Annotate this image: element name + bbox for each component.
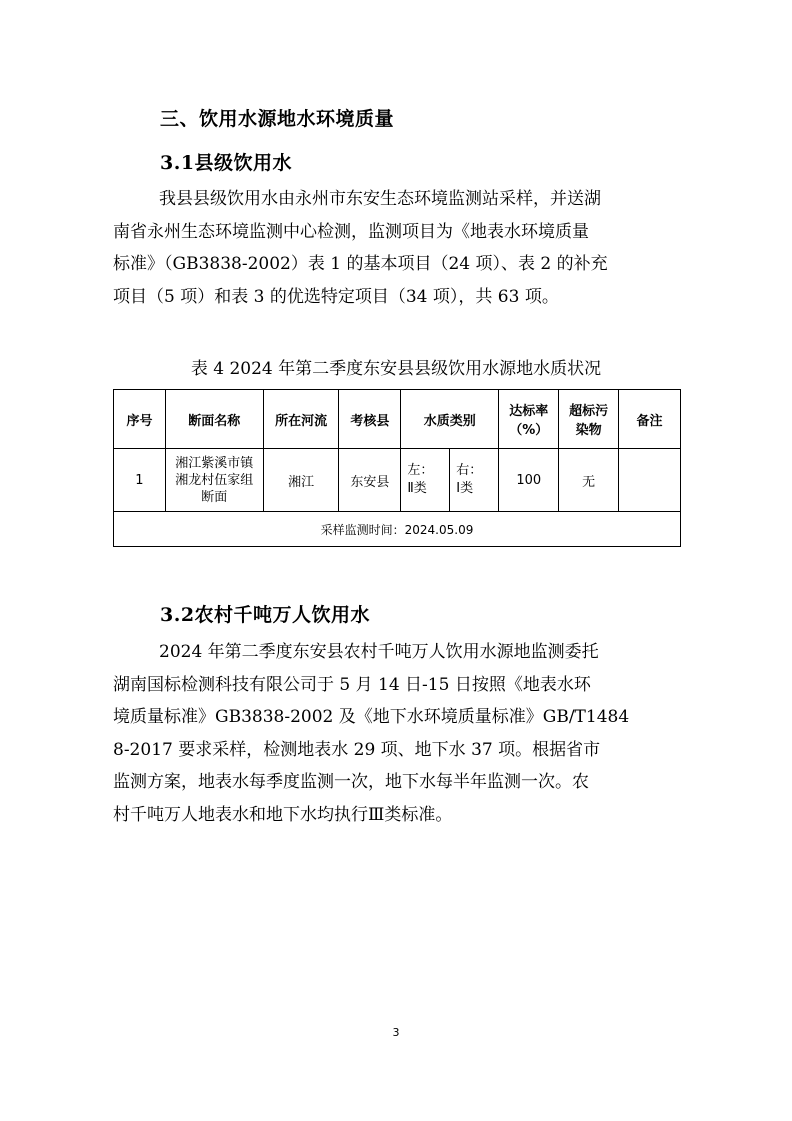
header-rate-line2: （%） [509, 423, 549, 438]
header-section: 断面名称 [165, 390, 263, 449]
section-title: 三、饮用水源地水环境质量 [160, 108, 395, 130]
table-caption: 表 4 2024 年第二季度东安县县级饮用水源地水质状况 [190, 359, 602, 379]
paragraph-line: 项目（5 项）和表 3 的优选特定项目（34 项），共 63 项。 [113, 286, 559, 307]
rural-paragraph [113, 636, 679, 831]
cell-section-line1: 湘江紫溪市镇 [175, 455, 254, 471]
cell-left-label: 左： [407, 463, 434, 478]
paragraph-line: 2024 年第二季度东安县农村千吨万人饮用水源地监测委托 [159, 642, 599, 662]
header-over [559, 390, 619, 449]
paragraph-line: 村千吨万人地表水和地下水均执行Ⅲ类标准。 [113, 804, 453, 825]
paragraph-line: 湖南国标检测科技有限公司于 5 月 14 日-15 日按照《地表水环 [113, 674, 591, 695]
cell-section [165, 449, 263, 512]
table-header-row [114, 390, 681, 449]
header-note: 备注 [619, 390, 681, 449]
county-paragraph [113, 183, 679, 313]
cell-right-label: 右： [456, 463, 483, 478]
table-footer-row [114, 512, 681, 547]
cell-note [619, 449, 681, 512]
cell-section-line2: 湘龙村伍家组 [175, 472, 254, 488]
cell-seq: 1 [114, 449, 166, 512]
cell-quality-right [450, 449, 499, 512]
paragraph-line: 南省永州生态环境监测中心检测，监测项目为《地表水环境质量 [113, 221, 589, 242]
cell-over: 无 [559, 449, 619, 512]
paragraph-line: 8-2017 要求采样，检测地表水 29 项、地下水 37 项。根据省市 [113, 739, 601, 760]
header-over-line1: 超标污 [569, 404, 609, 419]
header-quality: 水质类别 [401, 390, 499, 449]
subsection-title-rural: 3.2农村千吨万人饮用水 [160, 604, 371, 626]
page-number: 3 [392, 1026, 400, 1039]
subsection-title-county: 3.1县级饮用水 [160, 152, 293, 174]
header-river: 所在河流 [263, 390, 339, 449]
header-seq: 序号 [114, 390, 166, 449]
cell-section-line3: 断面 [201, 489, 228, 505]
cell-river: 湘江 [263, 449, 339, 512]
paragraph-line: 我县县级饮用水由永州市东安生态环境监测站采样，并送湖 [159, 189, 601, 209]
header-rate-line1: 达标率 [509, 404, 549, 419]
cell-left-class: Ⅱ类 [407, 481, 427, 496]
paragraph-line: 监测方案，地表水每季度监测一次，地下水每半年监测一次。农 [113, 772, 589, 792]
paragraph-line: 境质量标准》GB3838-2002 及《地下水环境质量标准》GB/T1484 [113, 707, 630, 727]
cell-rate: 100 [499, 449, 559, 512]
sampling-time: 采样监测时间：2024.05.09 [114, 512, 681, 547]
header-rate [499, 390, 559, 449]
header-over-line2: 染物 [575, 423, 602, 438]
water-quality-table [113, 389, 681, 547]
table-row [114, 449, 681, 512]
cell-county: 东安县 [339, 449, 401, 512]
header-county: 考核县 [339, 390, 401, 449]
cell-quality-left [401, 449, 450, 512]
cell-right-class: Ⅰ类 [456, 481, 474, 496]
paragraph-line: 标准》（GB3838-2002）表 1 的基本项目（24 项）、表 2 的补充 [113, 254, 608, 274]
